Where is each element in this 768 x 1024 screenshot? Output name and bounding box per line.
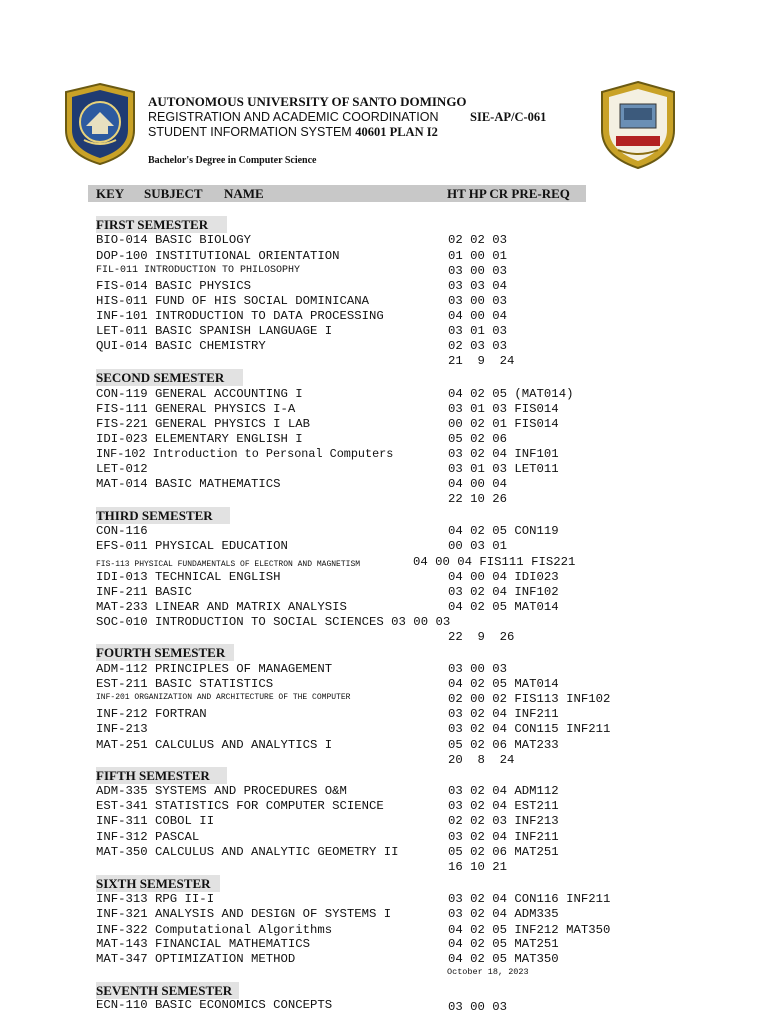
- course-values: 03 00 03: [448, 294, 508, 308]
- course-values: 04 00 04: [448, 309, 508, 323]
- column-key: KEY: [96, 186, 125, 201]
- course-row: INF-101 INTRODUCTION TO DATA PROCESSING: [96, 309, 384, 323]
- course-values: 05 02 06: [448, 432, 508, 446]
- course-row: INF-313 RPG II-I: [96, 892, 215, 906]
- course-row: LET-011 BASIC SPANISH LANGUAGE I: [96, 324, 333, 338]
- course-row: EST-341 STATISTICS FOR COMPUTER SCIENCE: [96, 799, 384, 813]
- course-row: FIS-111 GENERAL PHYSICS I-A: [96, 402, 296, 416]
- course-values: 03 02 04 CON115 INF211: [448, 722, 611, 736]
- course-row: FIS-221 GENERAL PHYSICS I LAB: [96, 417, 311, 431]
- semester-total: 16 10 21: [448, 860, 508, 874]
- document-code: SIE-AP/C-061: [470, 110, 547, 124]
- course-values: 03 00 03: [448, 264, 508, 278]
- course-values: 05 02 06 MAT251: [448, 845, 559, 859]
- course-values: 04 02 05 MAT014: [448, 600, 559, 614]
- course-row: ADM-335 SYSTEMS AND PROCEDURES O&M: [96, 784, 347, 798]
- course-row: CON-116: [96, 524, 148, 538]
- semester-heading: SIXTH SEMESTER: [96, 875, 220, 892]
- course-values: 04 02 05 CON119: [448, 524, 559, 538]
- course-values: 04 02 05 INF212 MAT350: [448, 923, 611, 937]
- sis-line: [148, 125, 438, 140]
- course-values: 03 01 03 FIS014: [448, 402, 559, 416]
- course-row: ADM-112 PRINCIPLES OF MANAGEMENT: [96, 662, 333, 676]
- course-values: 03 00 03: [448, 1000, 508, 1014]
- semester-heading: FIFTH SEMESTER: [96, 767, 227, 784]
- course-row: INF-211 BASIC: [96, 585, 192, 599]
- course-row: INF-312 PASCAL: [96, 830, 200, 844]
- course-values: 03 02 04 CON116 INF211: [448, 892, 611, 906]
- course-row: EFS-011 PHYSICAL EDUCATION: [96, 539, 288, 553]
- course-values: 02 02 03: [448, 233, 508, 247]
- semester-heading: SEVENTH SEMESTER: [96, 982, 239, 999]
- course-row: CON-119 GENERAL ACCOUNTING I: [96, 387, 303, 401]
- course-row: BIO-014 BASIC BIOLOGY: [96, 233, 251, 247]
- course-row: INF-213: [96, 722, 148, 736]
- course-values: 04 00 04 IDI023: [448, 570, 559, 584]
- course-row: INF-321 ANALYSIS AND DESIGN OF SYSTEMS I: [96, 907, 392, 921]
- course-values: 01 00 01: [448, 249, 508, 263]
- course-row: MAT-347 OPTIMIZATION METHOD: [96, 952, 296, 966]
- course-row: IDI-013 TECHNICAL ENGLISH: [96, 570, 281, 584]
- course-values: 02 02 03 INF213: [448, 814, 559, 828]
- semester-total: 22 10 26: [448, 492, 508, 506]
- course-values: 03 02 04 EST211: [448, 799, 559, 813]
- course-values: 04 00 04 FIS111 FIS221: [413, 555, 576, 569]
- column-header-bar: [88, 185, 586, 202]
- course-values: 03 02 04 INF211: [448, 830, 559, 844]
- course-row: ECN-110 BASIC ECONOMICS CONCEPTS: [96, 998, 333, 1012]
- course-values: 03 02 04 ADM335: [448, 907, 559, 921]
- sis-prefix: STUDENT INFORMATION SYSTEM: [148, 125, 356, 139]
- course-row: FIS-113 PHYSICAL FUNDAMENTALS OF ELECTRON AND MAGNETISM: [96, 560, 361, 569]
- course-row: HIS-011 FUND OF HIS SOCIAL DOMINICANA: [96, 294, 370, 308]
- course-values: 02 00 02 FIS113 INF102: [448, 692, 611, 706]
- semester-total: 22 9 26: [448, 630, 515, 644]
- course-values: 03 01 03: [448, 324, 508, 338]
- document-date: October 18, 2023: [447, 967, 529, 977]
- course-row: MAT-233 LINEAR AND MATRIX ANALYSIS: [96, 600, 347, 614]
- course-row: INF-212 FORTRAN: [96, 707, 207, 721]
- course-values: 03 02 04 INF102: [448, 585, 559, 599]
- semester-heading: FIRST SEMESTER: [96, 216, 227, 233]
- course-row: MAT-251 CALCULUS AND ANALYTICS I: [96, 738, 333, 752]
- course-values: 04 02 05 MAT350: [448, 952, 559, 966]
- degree-title: Bachelor's Degree in Computer Science: [148, 155, 317, 166]
- course-row: MAT-014 BASIC MATHEMATICS: [96, 477, 281, 491]
- course-row: FIL-011 INTRODUCTION TO PHILOSOPHY: [96, 265, 301, 276]
- course-values: 03 01 03 LET011: [448, 462, 559, 476]
- course-values: 03 02 04 ADM112: [448, 784, 559, 798]
- course-row: EST-211 BASIC STATISTICS: [96, 677, 274, 691]
- course-row: INF-322 Computational Algorithms: [96, 923, 333, 937]
- semester-heading: THIRD SEMESTER: [96, 507, 230, 524]
- column-name: NAME: [224, 186, 264, 201]
- semester-total: 21 9 24: [448, 354, 515, 368]
- course-values: 02 03 03: [448, 339, 508, 353]
- semester-total: 20 8 24: [448, 753, 515, 767]
- department-seal-logo: [598, 80, 678, 170]
- course-values: 04 02 05 MAT014: [448, 677, 559, 691]
- course-row: INF-102 Introduction to Personal Computers: [96, 447, 394, 461]
- course-values: 04 02 05 (MAT014): [448, 387, 574, 401]
- course-row: QUI-014 BASIC CHEMISTRY: [96, 339, 266, 353]
- course-row: INF-311 COBOL II: [96, 814, 215, 828]
- semester-heading: SECOND SEMESTER: [96, 369, 243, 386]
- course-values: 03 02 04 INF101: [448, 447, 559, 461]
- course-row: FIS-014 BASIC PHYSICS: [96, 279, 251, 293]
- course-row: INF-201 ORGANIZATION AND ARCHITECTURE OF THE COMPUTER: [96, 693, 351, 702]
- column-values: HT HP CR PRE-REQ: [447, 186, 570, 201]
- course-values: 04 00 04: [448, 477, 508, 491]
- column-subject: SUBJECT: [144, 186, 203, 201]
- course-row: DOP-100 INSTITUTIONAL ORIENTATION: [96, 249, 340, 263]
- course-values: 05 02 06 MAT233: [448, 738, 559, 752]
- course-values: 03 02 04 INF211: [448, 707, 559, 721]
- course-values: 03 03 04: [448, 279, 508, 293]
- course-row: MAT-350 CALCULUS AND ANALYTIC GEOMETRY II: [96, 845, 399, 859]
- university-title: AUTONOMOUS UNIVERSITY OF SANTO DOMINGO: [148, 94, 467, 109]
- course-values: 03 00 03: [448, 662, 508, 676]
- course-values: 00 03 01: [448, 539, 508, 553]
- registration-line: REGISTRATION AND ACADEMIC COORDINATION: [148, 110, 439, 124]
- course-row: IDI-023 ELEMENTARY ENGLISH I: [96, 432, 303, 446]
- semester-heading: FOURTH SEMESTER: [96, 644, 234, 661]
- course-row: MAT-143 FINANCIAL MATHEMATICS: [96, 937, 311, 951]
- course-values: 04 02 05 MAT251: [448, 937, 559, 951]
- university-seal-logo: [62, 82, 138, 166]
- sis-plan: 40601 PLAN I2: [355, 125, 438, 139]
- course-row: LET-012: [96, 462, 148, 476]
- course-values: 00 02 01 FIS014: [448, 417, 559, 431]
- course-row: SOC-010 INTRODUCTION TO SOCIAL SCIENCES 03 00 03: [96, 615, 451, 629]
